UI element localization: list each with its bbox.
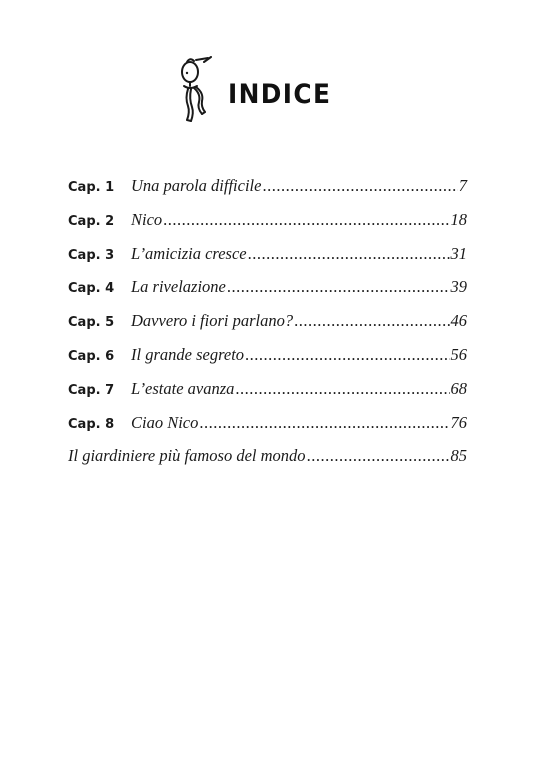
chapter-title: Una parola difficile: [131, 176, 262, 195]
page-number: 18: [450, 209, 467, 229]
page-number: 56: [450, 344, 467, 364]
index-header: [174, 56, 340, 128]
dot-leader: [227, 277, 450, 297]
page-number: 76: [450, 412, 467, 432]
chapter-title: L’amicizia cresce: [131, 243, 247, 263]
dot-leader: [262, 176, 457, 196]
table-of-contents: [68, 176, 467, 480]
chapter-number: Cap. 3: [68, 247, 115, 263]
dot-leader: [307, 446, 450, 466]
chapter-title: L’estate avanza: [131, 378, 235, 398]
dot-leader: [199, 413, 449, 433]
chapter-number: Cap. 6: [68, 348, 115, 364]
page-number: 68: [450, 378, 467, 398]
dot-leader: [248, 244, 450, 264]
page-number: 46: [450, 311, 467, 331]
toc-entry-6[interactable]: [68, 345, 467, 379]
page-number: 7: [458, 176, 467, 195]
page-title: INDICE: [228, 78, 332, 110]
toc-entry-4[interactable]: [68, 277, 467, 311]
chapter-number: Cap. 1: [68, 180, 115, 195]
chapter-number: Cap. 7: [68, 382, 115, 398]
chapter-title: La rivelazione: [131, 277, 226, 297]
dot-leader: [294, 311, 449, 331]
toc-entry-3[interactable]: [68, 244, 467, 278]
dot-leader: [163, 210, 449, 230]
chapter-title: Nico: [131, 209, 163, 229]
toc-entry-epilogue[interactable]: [68, 446, 467, 480]
toc-entry-5[interactable]: [68, 311, 467, 345]
stick-figure-with-scarf-icon: [174, 56, 220, 128]
chapter-number: Cap. 5: [68, 315, 115, 331]
page-number: 85: [450, 446, 467, 466]
epilogue-title: Il giardiniere più famoso del mondo: [68, 446, 306, 466]
chapter-title: Davvero i fiori parlano?: [131, 311, 294, 331]
page-number: 31: [450, 243, 467, 263]
chapter-title: Il grande segreto: [131, 344, 245, 364]
toc-entry-1[interactable]: [68, 176, 467, 210]
chapter-number: Cap. 4: [68, 281, 115, 297]
page-number: 39: [450, 277, 467, 297]
chapter-title: Ciao Nico: [131, 412, 199, 432]
toc-entry-7[interactable]: [68, 379, 467, 413]
dot-leader: [245, 345, 449, 365]
dot-leader: [235, 379, 449, 399]
chapter-number: Cap. 2: [68, 213, 115, 229]
toc-entry-2[interactable]: [68, 210, 467, 244]
toc-entry-8[interactable]: [68, 413, 467, 447]
chapter-number: Cap. 8: [68, 416, 115, 432]
